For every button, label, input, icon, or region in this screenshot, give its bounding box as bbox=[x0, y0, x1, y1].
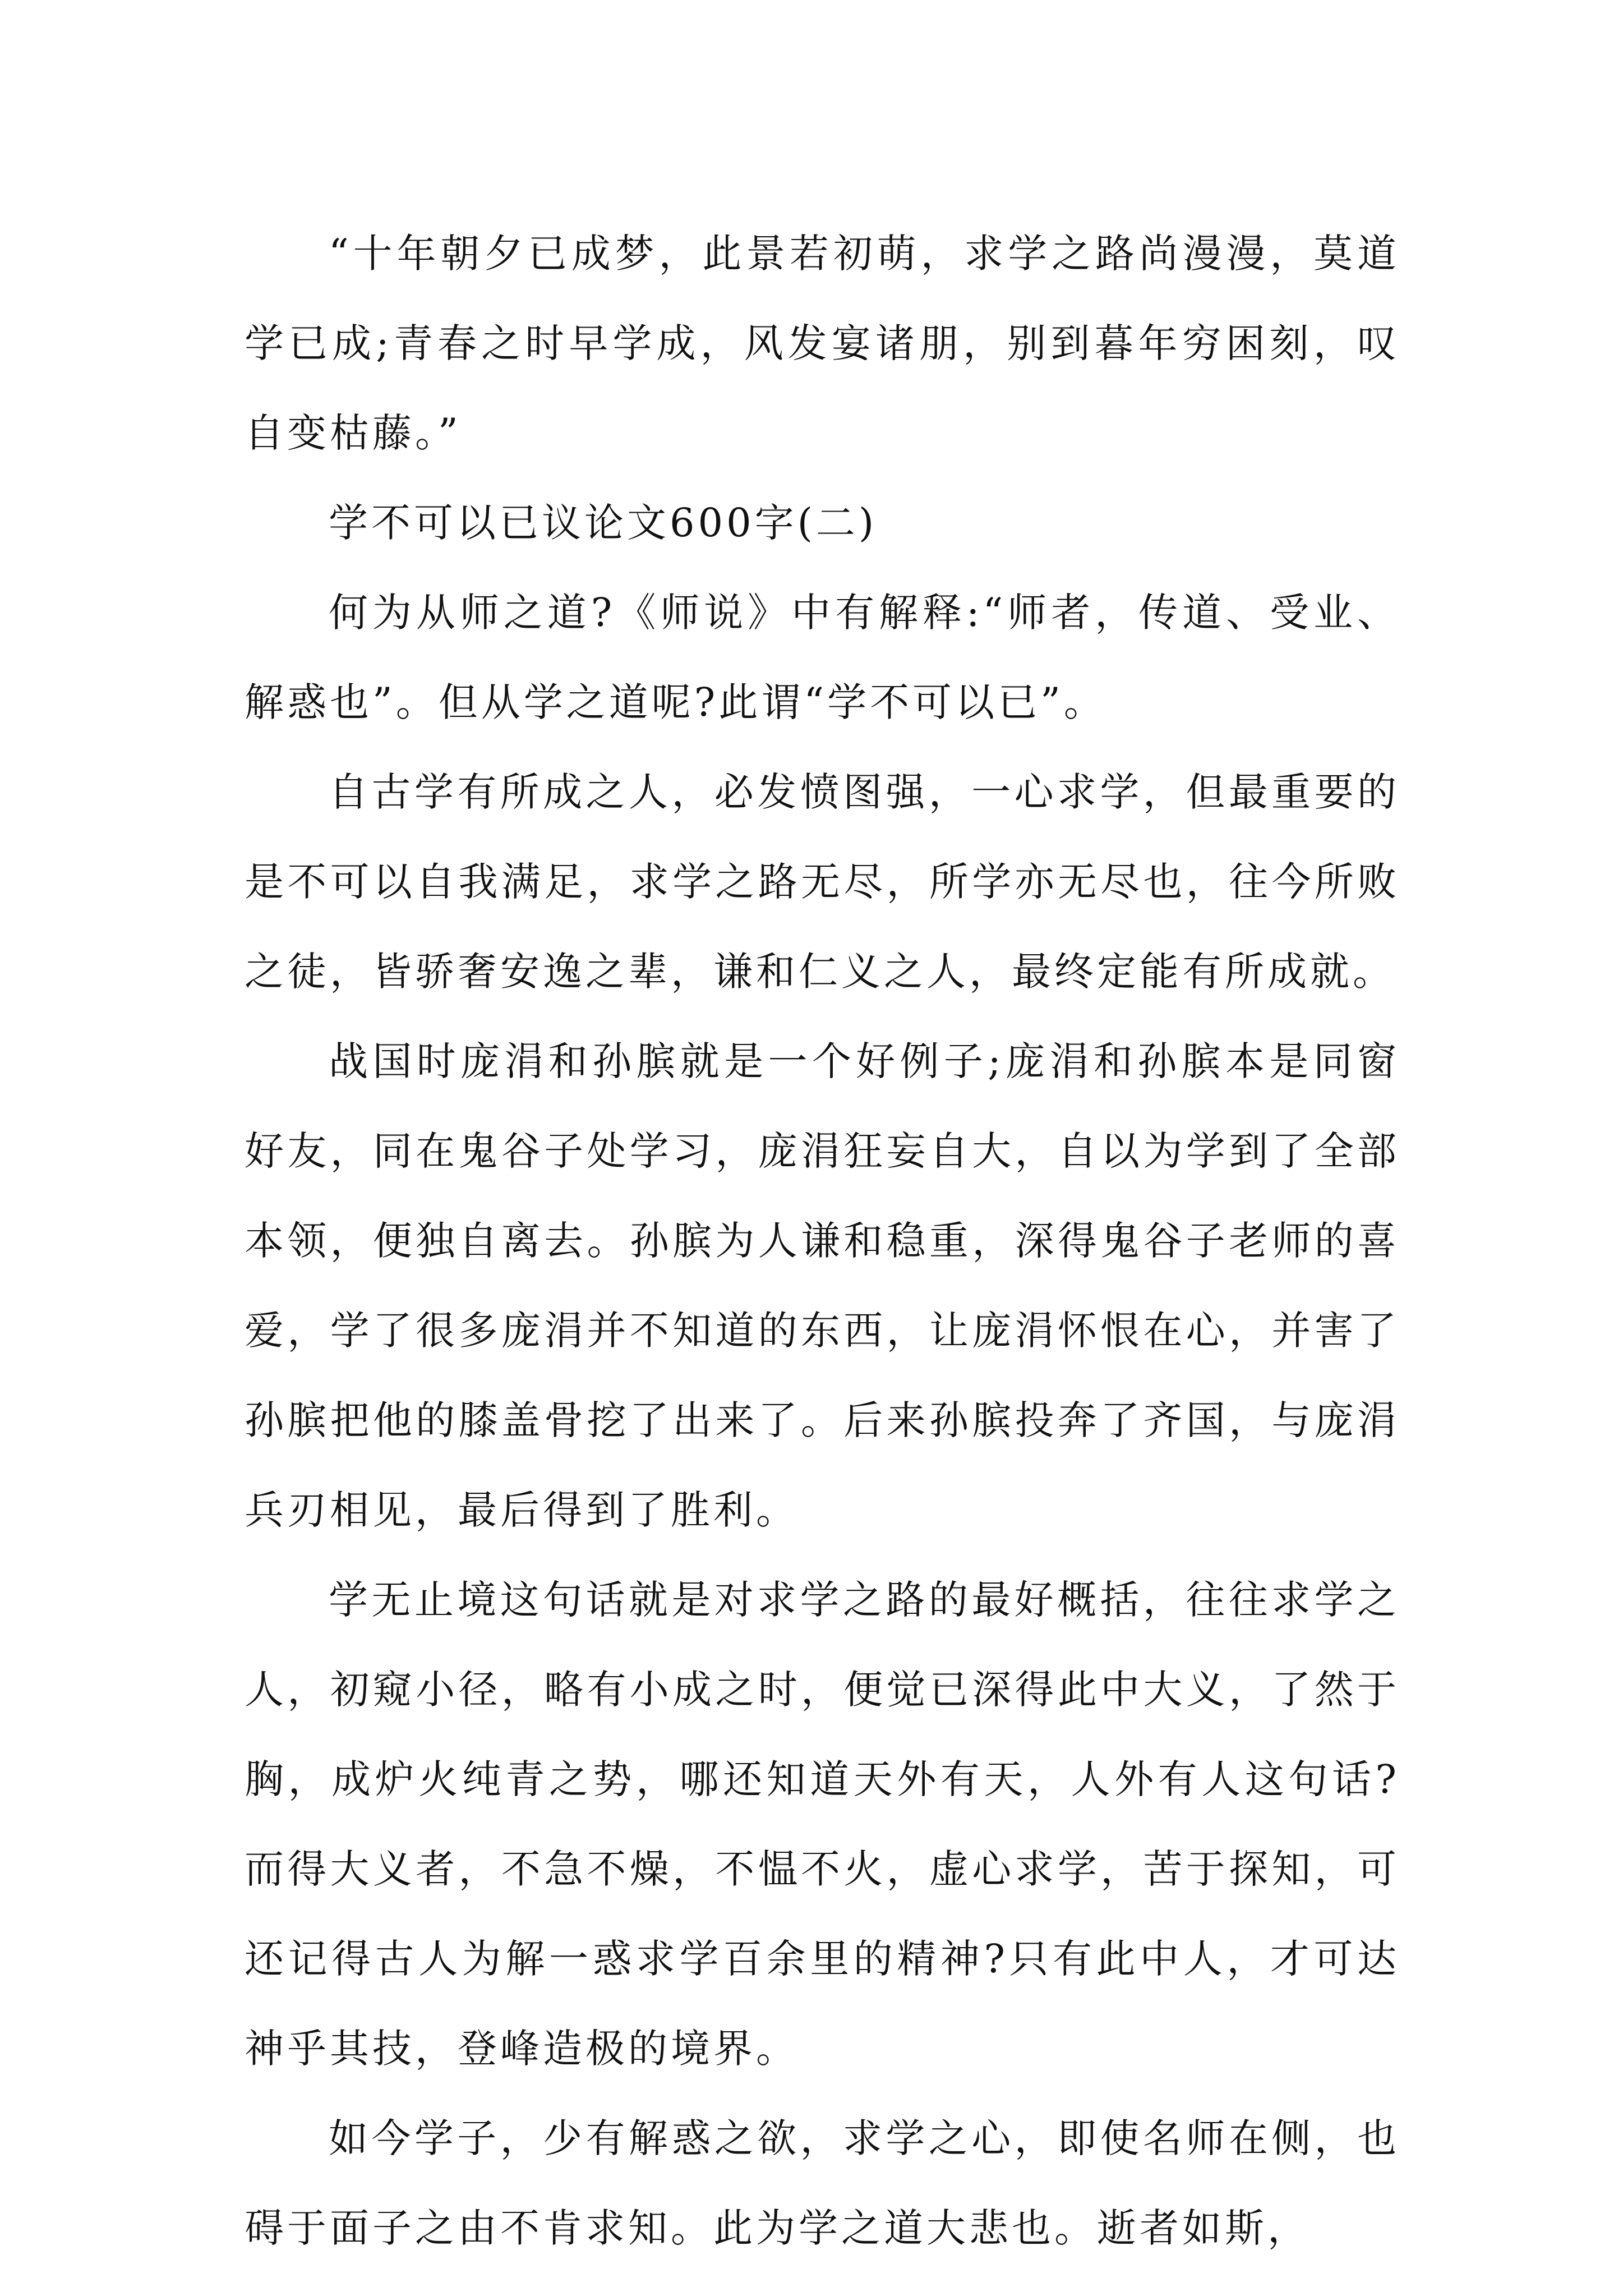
document-body bbox=[245, 209, 1400, 2273]
body-paragraph: 战国时庞涓和孙膑就是一个好例子;庞涓和孙膑本是同窗好友，同在鬼谷子处学习，庞涓狂妄自大，自以为学到了全部本领，便独自离去。孙膑为人谦和稳重，深得鬼谷子老师的喜爱，学了很多庞涓并不知道的东西，让庞涓怀恨在心，并害了孙膑把他的膝盖骨挖了出来了。后来孙膑投奔了齐国，与庞涓兵刃相见，最后得到了胜利。 bbox=[245, 1038, 1400, 1533]
body-paragraph: 学无止境这句话就是对求学之路的最好概括，往往求学之人，初窥小径，略有小成之时，便觉已深得此中大义，了然于胸，成炉火纯青之势，哪还知道天外有天，人外有人这句话?而得大义者，不急不燥，不愠不火，虚心求学，苦于探知，可还记得古人为解一惑求学百余里的精神?只有此中人，才可达神乎其技，登峰造极的境界。 bbox=[245, 1577, 1400, 2072]
body-paragraph: 如今学子，少有解惑之欲，求学之心，即使名师在侧，也碍于面子之由不肯求知。此为学之道大悲也。逝者如斯， bbox=[245, 2115, 1400, 2251]
essay-subtitle: 学不可以已议论文600字(二) bbox=[329, 500, 878, 546]
poem-paragraph: “十年朝夕已成梦，此景若初萌，求学之路尚漫漫，莫道学已成;青春之时早学成，风发宴诸朋，别到暮年穷困刻，叹自变枯藤。” bbox=[245, 231, 1400, 456]
body-paragraph: 何为从师之道?《师说》中有解释:“师者，传道、受业、解惑也”。但从学之道呢?此谓“学不可以已”。 bbox=[245, 590, 1400, 725]
body-paragraph: 自古学有所成之人，必发愤图强，一心求学，但最重要的是不可以自我满足，求学之路无尽，所学亦无尽也，往今所败之徒，皆骄奢安逸之辈，谦和仁义之人，最终定能有所成就。 bbox=[245, 769, 1400, 995]
